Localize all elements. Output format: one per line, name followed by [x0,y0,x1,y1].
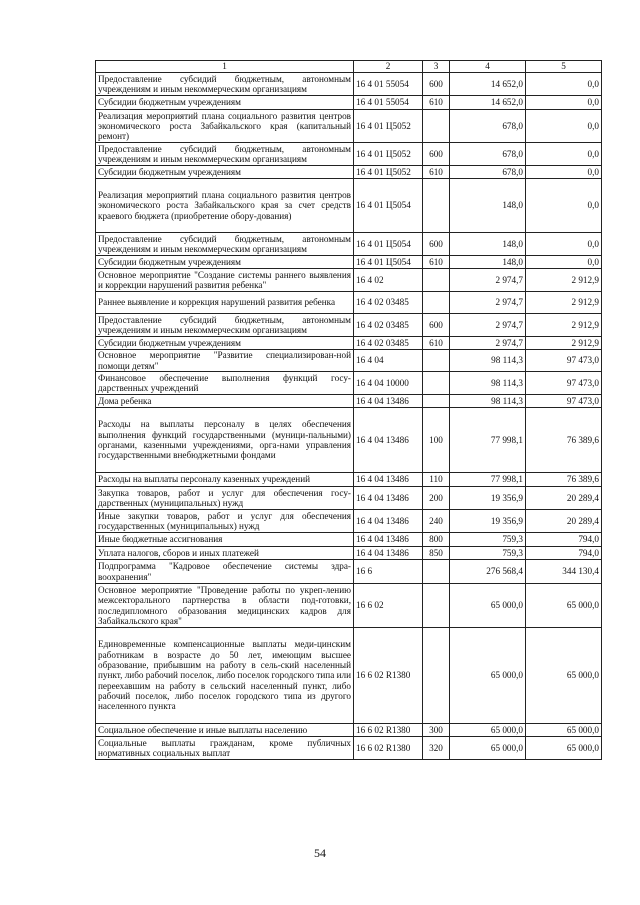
row-sum-2021-cell: 0,0 [526,110,602,143]
table-header-row [96,61,602,73]
row-code-cell: 16 4 01 Ц5054 [354,179,423,233]
row-sum-2021-cell: 65 000,0 [526,628,602,724]
row-type-cell [423,292,450,314]
table-body [96,73,602,760]
table-row [96,372,602,395]
row-name-cell: Основное мероприятие "Развитие специализирован-ной помощи детям" [96,350,354,372]
row-sum-2020-cell: 678,0 [450,143,526,166]
row-name-cell: Дома ребенка [96,395,354,408]
row-sum-2020-cell: 148,0 [450,179,526,233]
row-code-cell: 16 4 02 03485 [354,314,423,337]
column-header: 3 [423,61,450,73]
column-header: 5 [526,61,602,73]
row-sum-2020-cell: 65 000,0 [450,628,526,724]
table-row [96,584,602,628]
row-name-cell: Подпрограмма "Кадровое обеспечение системы здра-воохранения" [96,560,354,584]
row-sum-2021-cell: 794,0 [526,533,602,547]
row-type-cell: 610 [423,337,450,350]
row-code-cell: 16 4 01 Ц5052 [354,110,423,143]
row-type-cell: 610 [423,256,450,269]
table-row [96,724,602,737]
row-type-cell: 610 [423,166,450,179]
row-code-cell: 16 4 04 13486 [354,395,423,408]
row-sum-2021-cell: 794,0 [526,547,602,560]
row-sum-2021-cell: 65 000,0 [526,737,602,760]
row-sum-2020-cell: 98 114,3 [450,395,526,408]
row-name-cell: Единовременные компенсационные выплаты меди-цинским работникам в возрасте до 50 лет, имеющим высшее образование, прибывшим на работу в сель-ский населенный пункт, либо рабочий поселок, либо поселок городского типа или переехавшим на работу в сельский населенный пункт, либо рабочий поселок, либо поселок городского типа из другого населенного пункта [96,628,354,724]
row-name-cell: Предоставление субсидий бюджетным, автономным учреждениям и иным некоммерческим организациям [96,73,354,96]
row-type-cell: 200 [423,487,450,510]
row-code-cell: 16 4 02 03485 [354,337,423,350]
row-name-cell: Предоставление субсидий бюджетным, автономным учреждениям и иным некоммерческим организациям [96,233,354,256]
row-sum-2021-cell: 0,0 [526,73,602,96]
row-type-cell [423,269,450,292]
table-row [96,628,602,724]
row-name-cell: Закупка товаров, работ и услуг для обеспечения госу-дарственных (муниципальных) нужд [96,487,354,510]
row-code-cell: 16 4 02 [354,269,423,292]
row-code-cell: 16 4 04 [354,350,423,372]
row-name-cell: Иные бюджетные ассигнования [96,533,354,547]
row-code-cell: 16 4 01 55054 [354,96,423,110]
row-sum-2020-cell: 19 356,9 [450,487,526,510]
table-row [96,233,602,256]
row-name-cell: Расходы на выплаты персоналу казенных учреждений [96,473,354,487]
row-sum-2021-cell: 65 000,0 [526,584,602,628]
table-row [96,96,602,110]
row-sum-2020-cell: 148,0 [450,233,526,256]
row-name-cell: Предоставление субсидий бюджетным, автономным учреждениям и иным некоммерческим организациям [96,143,354,166]
row-type-cell: 100 [423,408,450,473]
table-row [96,533,602,547]
row-type-cell: 110 [423,473,450,487]
row-name-cell: Раннее выявление и коррекция нарушений развития ребенка [96,292,354,314]
row-name-cell: Расходы на выплаты персоналу в целях обеспечения выполнения функций государственными (муници-пальными) органами, казенными учреждениями, орга-нами управления государственными внебюджетными фондами [96,408,354,473]
row-sum-2020-cell: 2 974,7 [450,269,526,292]
row-sum-2021-cell: 20 289,4 [526,487,602,510]
table-row [96,408,602,473]
table-row [96,110,602,143]
row-name-cell: Финансовое обеспечение выполнения функций госу-дарственных учреждений [96,372,354,395]
row-code-cell: 16 4 04 13486 [354,473,423,487]
row-name-cell: Уплата налогов, сборов и иных платежей [96,547,354,560]
row-type-cell [423,179,450,233]
row-sum-2020-cell: 2 974,7 [450,314,526,337]
row-sum-2020-cell: 148,0 [450,256,526,269]
table-row [96,143,602,166]
row-sum-2020-cell: 77 998,1 [450,408,526,473]
row-sum-2020-cell: 2 974,7 [450,337,526,350]
row-name-cell: Иные закупки товаров, работ и услуг для обеспечения государственных (муниципальных) нужд [96,510,354,533]
row-code-cell: 16 4 04 10000 [354,372,423,395]
row-code-cell: 16 4 01 Ц5054 [354,256,423,269]
row-name-cell: Социальные выплаты гражданам, кроме публичных нормативных социальных выплат [96,737,354,760]
row-name-cell: Социальное обеспечение и иные выплаты населению [96,724,354,737]
row-type-cell: 600 [423,143,450,166]
row-name-cell: Субсидии бюджетным учреждениям [96,256,354,269]
row-name-cell: Субсидии бюджетным учреждениям [96,337,354,350]
row-sum-2020-cell: 65 000,0 [450,737,526,760]
column-header: 1 [96,61,354,73]
row-type-cell [423,110,450,143]
row-sum-2020-cell: 759,3 [450,547,526,560]
row-code-cell: 16 4 04 13486 [354,510,423,533]
row-sum-2021-cell: 97 473,0 [526,350,602,372]
row-name-cell: Предоставление субсидий бюджетным, автономным учреждениям и иным некоммерческим организациям [96,314,354,337]
row-sum-2020-cell: 678,0 [450,110,526,143]
row-sum-2021-cell: 76 389,6 [526,473,602,487]
table-row [96,487,602,510]
row-type-cell [423,628,450,724]
row-type-cell [423,584,450,628]
row-code-cell: 16 4 04 13486 [354,533,423,547]
table-row [96,350,602,372]
row-code-cell: 16 6 02 R1380 [354,628,423,724]
row-type-cell [423,560,450,584]
row-type-cell: 300 [423,724,450,737]
row-sum-2021-cell: 2 912,9 [526,292,602,314]
table-row [96,560,602,584]
table-row [96,547,602,560]
table-row [96,314,602,337]
row-code-cell: 16 4 04 13486 [354,487,423,510]
row-name-cell: Субсидии бюджетным учреждениям [96,96,354,110]
row-type-cell: 240 [423,510,450,533]
row-type-cell [423,395,450,408]
row-code-cell: 16 4 02 03485 [354,292,423,314]
table-row [96,269,602,292]
row-sum-2020-cell: 77 998,1 [450,473,526,487]
row-sum-2020-cell: 14 652,0 [450,96,526,110]
row-sum-2021-cell: 0,0 [526,143,602,166]
row-sum-2021-cell: 344 130,4 [526,560,602,584]
row-code-cell: 16 4 01 55054 [354,73,423,96]
row-code-cell: 16 4 01 Ц5052 [354,166,423,179]
row-sum-2021-cell: 76 389,6 [526,408,602,473]
row-type-cell [423,350,450,372]
row-name-cell: Субсидии бюджетным учреждениям [96,166,354,179]
table-row [96,395,602,408]
row-sum-2020-cell: 98 114,3 [450,372,526,395]
row-type-cell: 600 [423,73,450,96]
row-sum-2020-cell: 276 568,4 [450,560,526,584]
row-type-cell: 600 [423,233,450,256]
row-sum-2021-cell: 0,0 [526,179,602,233]
row-sum-2020-cell: 19 356,9 [450,510,526,533]
table-row [96,473,602,487]
row-name-cell: Основное мероприятие "Проведение работы по укреп-лению межсекторального партнерства в области под-готовки, последипломного образования медицинских кадров для Забайкальского края" [96,584,354,628]
column-header: 4 [450,61,526,73]
row-sum-2021-cell: 2 912,9 [526,314,602,337]
row-name-cell: Реализация мероприятий плана социального развития центров экономического роста Забайкальского края за счет средств краевого бюджета (приобретение обору-дования) [96,179,354,233]
column-header: 2 [354,61,423,73]
row-type-cell: 610 [423,96,450,110]
table-row [96,737,602,760]
row-sum-2020-cell: 678,0 [450,166,526,179]
row-sum-2021-cell: 97 473,0 [526,372,602,395]
table-row [96,292,602,314]
row-type-cell: 600 [423,314,450,337]
row-code-cell: 16 6 02 R1380 [354,737,423,760]
table-row [96,73,602,96]
row-sum-2021-cell: 97 473,0 [526,395,602,408]
row-code-cell: 16 4 04 13486 [354,547,423,560]
row-sum-2021-cell: 20 289,4 [526,510,602,533]
row-sum-2021-cell: 0,0 [526,233,602,256]
row-sum-2020-cell: 65 000,0 [450,724,526,737]
row-sum-2021-cell: 2 912,9 [526,269,602,292]
row-type-cell: 850 [423,547,450,560]
row-code-cell: 16 6 [354,560,423,584]
row-type-cell: 320 [423,737,450,760]
row-sum-2021-cell: 0,0 [526,166,602,179]
row-sum-2020-cell: 65 000,0 [450,584,526,628]
row-code-cell: 16 6 02 [354,584,423,628]
row-sum-2021-cell: 0,0 [526,256,602,269]
row-name-cell: Основное мероприятие "Создание системы раннего выявления и коррекции нарушений развития ребенка" [96,269,354,292]
row-code-cell: 16 4 01 Ц5052 [354,143,423,166]
row-name-cell: Реализация мероприятий плана социального развития центров экономического роста Забайкальского края (капитальный ремонт) [96,110,354,143]
table-row [96,256,602,269]
row-sum-2020-cell: 14 652,0 [450,73,526,96]
row-sum-2021-cell: 0,0 [526,96,602,110]
row-type-cell [423,372,450,395]
table-row [96,166,602,179]
row-sum-2021-cell: 65 000,0 [526,724,602,737]
row-code-cell: 16 4 01 Ц5054 [354,233,423,256]
row-sum-2020-cell: 98 114,3 [450,350,526,372]
row-type-cell: 800 [423,533,450,547]
row-code-cell: 16 4 04 13486 [354,408,423,473]
table-row [96,337,602,350]
row-code-cell: 16 6 02 R1380 [354,724,423,737]
row-sum-2020-cell: 2 974,7 [450,292,526,314]
row-sum-2020-cell: 759,3 [450,533,526,547]
table-row [96,510,602,533]
table-row [96,179,602,233]
page-number: 54 [314,846,326,860]
budget-table [95,60,602,760]
row-sum-2021-cell: 2 912,9 [526,337,602,350]
